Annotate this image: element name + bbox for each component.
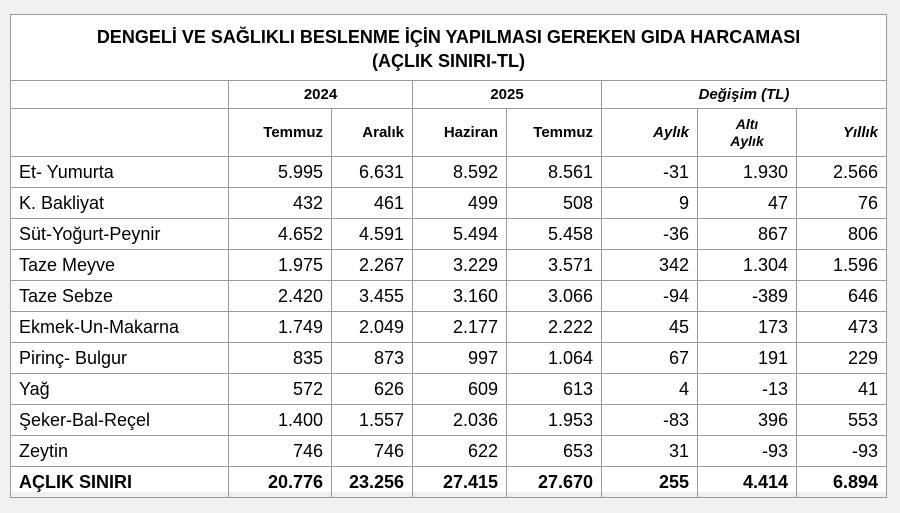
table-cell: 5.458 <box>507 219 602 250</box>
table-cell: 1.953 <box>507 405 602 436</box>
table-cell: -31 <box>602 157 698 188</box>
table-cell: 873 <box>332 343 413 374</box>
table-cell: -36 <box>602 219 698 250</box>
row-label: Zeytin <box>11 436 229 467</box>
table-row <box>11 188 887 219</box>
table-cell: 4 <box>602 374 698 405</box>
group-header-2025: 2025 <box>413 81 602 109</box>
table-cell: 622 <box>413 436 507 467</box>
table-cell: -389 <box>698 281 797 312</box>
table-cell: 646 <box>797 281 887 312</box>
table-cell: 67 <box>602 343 698 374</box>
table-row <box>11 281 887 312</box>
table-cell: 746 <box>229 436 332 467</box>
table-cell: 626 <box>332 374 413 405</box>
table-cell: 4.591 <box>332 219 413 250</box>
row-label: Taze Sebze <box>11 281 229 312</box>
group-header-change: Değişim (TL) <box>602 81 887 109</box>
col-header-six-month-line1: Altı <box>735 115 759 132</box>
row-label: Et- Yumurta <box>11 157 229 188</box>
total-cell: 20.776 <box>229 467 332 498</box>
row-label: Ekmek-Un-Makarna <box>11 312 229 343</box>
table-cell: 76 <box>797 188 887 219</box>
col-header-2024-december: Aralık <box>332 109 413 157</box>
table-cell: 47 <box>698 188 797 219</box>
empty-header-cell <box>11 81 229 109</box>
table-cell: -83 <box>602 405 698 436</box>
col-header-2025-june: Haziran <box>413 109 507 157</box>
table-cell: 653 <box>507 436 602 467</box>
total-row <box>11 467 887 498</box>
row-label: Taze Meyve <box>11 250 229 281</box>
total-label: AÇLIK SINIRI <box>11 467 229 498</box>
table-cell: 508 <box>507 188 602 219</box>
table-cell: 3.455 <box>332 281 413 312</box>
table-cell: 3.229 <box>413 250 507 281</box>
food-expenditure-table-frame <box>10 14 886 492</box>
table-cell: 746 <box>332 436 413 467</box>
group-header-2024: 2024 <box>229 81 413 109</box>
table-cell: 173 <box>698 312 797 343</box>
table-cell: 2.267 <box>332 250 413 281</box>
table-cell: 5.995 <box>229 157 332 188</box>
year-group-row <box>11 81 887 109</box>
table-cell: 45 <box>602 312 698 343</box>
column-header-row <box>11 109 887 157</box>
title-line-2: (AÇLIK SINIRI-TL) <box>372 50 525 71</box>
table-cell: -13 <box>698 374 797 405</box>
col-header-2024-july: Temmuz <box>229 109 332 157</box>
empty-header-cell <box>11 109 229 157</box>
table-cell: 3.160 <box>413 281 507 312</box>
table-cell: 835 <box>229 343 332 374</box>
table-cell: 1.596 <box>797 250 887 281</box>
table-cell: 2.222 <box>507 312 602 343</box>
table-cell: 432 <box>229 188 332 219</box>
table-cell: 997 <box>413 343 507 374</box>
col-header-2025-july: Temmuz <box>507 109 602 157</box>
table-cell: 5.494 <box>413 219 507 250</box>
col-header-monthly: Aylık <box>602 109 698 157</box>
total-cell: 27.670 <box>507 467 602 498</box>
table-cell: 229 <box>797 343 887 374</box>
table-cell: 572 <box>229 374 332 405</box>
hunger-limit-table <box>10 14 887 498</box>
title-row <box>11 15 887 81</box>
total-cell: 6.894 <box>797 467 887 498</box>
total-cell: 4.414 <box>698 467 797 498</box>
col-header-yearly: Yıllık <box>797 109 887 157</box>
table-cell: 41 <box>797 374 887 405</box>
table-cell: 31 <box>602 436 698 467</box>
table-row <box>11 436 887 467</box>
table-cell: 8.561 <box>507 157 602 188</box>
col-header-six-month-line2: Aylık <box>730 132 764 149</box>
table-row <box>11 374 887 405</box>
table-cell: 806 <box>797 219 887 250</box>
table-cell: 2.036 <box>413 405 507 436</box>
table-row <box>11 157 887 188</box>
table-cell: 1.930 <box>698 157 797 188</box>
row-label: Yağ <box>11 374 229 405</box>
table-cell: 191 <box>698 343 797 374</box>
table-cell: 8.592 <box>413 157 507 188</box>
table-cell: 609 <box>413 374 507 405</box>
table-cell: 4.652 <box>229 219 332 250</box>
table-cell: 473 <box>797 312 887 343</box>
table-cell: 6.631 <box>332 157 413 188</box>
table-cell: 2.420 <box>229 281 332 312</box>
row-label: Şeker-Bal-Reçel <box>11 405 229 436</box>
table-cell: -93 <box>698 436 797 467</box>
total-cell: 23.256 <box>332 467 413 498</box>
row-label: K. Bakliyat <box>11 188 229 219</box>
table-row <box>11 219 887 250</box>
table-cell: 1.064 <box>507 343 602 374</box>
table-cell: 1.400 <box>229 405 332 436</box>
table-row <box>11 405 887 436</box>
table-cell: 396 <box>698 405 797 436</box>
table-cell: -94 <box>602 281 698 312</box>
table-cell: 2.177 <box>413 312 507 343</box>
table-cell: 1.557 <box>332 405 413 436</box>
table-cell: 553 <box>797 405 887 436</box>
row-label: Pirinç- Bulgur <box>11 343 229 374</box>
table-cell: 613 <box>507 374 602 405</box>
table-cell: 3.571 <box>507 250 602 281</box>
table-cell: 2.566 <box>797 157 887 188</box>
table-row <box>11 250 887 281</box>
table-body <box>11 157 887 467</box>
table-cell: -93 <box>797 436 887 467</box>
table-cell: 461 <box>332 188 413 219</box>
col-header-six-month <box>698 109 797 157</box>
table-cell: 867 <box>698 219 797 250</box>
table-cell: 1.304 <box>698 250 797 281</box>
table-cell: 2.049 <box>332 312 413 343</box>
table-row <box>11 312 887 343</box>
table-row <box>11 343 887 374</box>
total-cell: 27.415 <box>413 467 507 498</box>
table-cell: 342 <box>602 250 698 281</box>
table-cell: 1.975 <box>229 250 332 281</box>
total-cell: 255 <box>602 467 698 498</box>
table-cell: 1.749 <box>229 312 332 343</box>
table-cell: 499 <box>413 188 507 219</box>
table-title <box>11 15 887 81</box>
title-line-1: DENGELİ VE SAĞLIKLI BESLENME İÇİN YAPILMASI GEREKEN GIDA HARCAMASI <box>96 26 801 47</box>
table-cell: 3.066 <box>507 281 602 312</box>
table-cell: 9 <box>602 188 698 219</box>
row-label: Süt-Yoğurt-Peynir <box>11 219 229 250</box>
